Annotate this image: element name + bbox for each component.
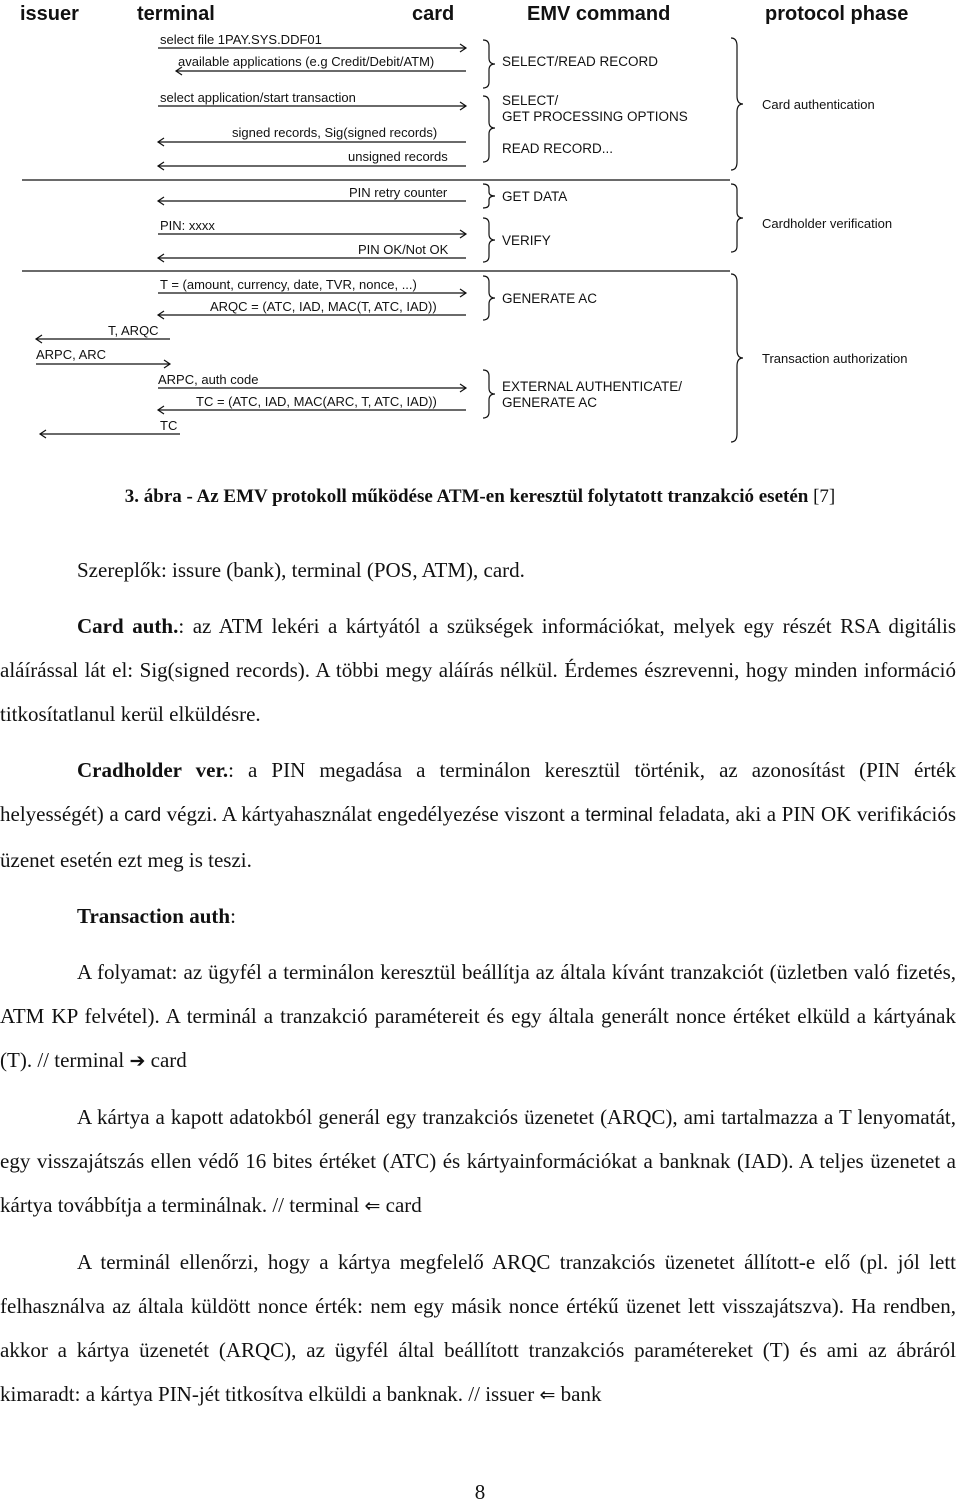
document-body	[0, 548, 956, 1417]
emv-protocol-diagram	[0, 0, 960, 460]
cmd-verify: VERIFY	[502, 233, 551, 248]
paragraph-card-auth	[0, 604, 956, 736]
msg-tc: TC	[160, 418, 178, 433]
cmd-select-read-record: SELECT/READ RECORD	[502, 54, 659, 69]
header-issuer: issuer	[20, 3, 79, 25]
cmd-select: SELECT/	[502, 93, 559, 108]
caption-ref: [7]	[813, 486, 836, 507]
actors-text: Szereplők: issure (bank), terminal (POS, ATM), card.	[77, 558, 525, 582]
paragraph-arqc	[0, 1095, 956, 1228]
msg-select-application: select application/start transaction	[160, 90, 356, 105]
msg-pin: PIN: xxxx	[160, 218, 215, 233]
phase-transaction-authorization: Transaction authorization	[762, 351, 908, 366]
header-terminal: terminal	[137, 3, 215, 25]
msg-select-file: select file 1PAY.SYS.DDF01	[160, 32, 322, 47]
cmd-external-authenticate: EXTERNAL AUTHENTICATE/	[502, 379, 683, 394]
terminal-check-end: bank	[560, 1382, 602, 1406]
msg-pin-retry: PIN retry counter	[349, 185, 448, 200]
arrow-left-icon: ⇐	[539, 1384, 556, 1406]
transaction-auth-heading: Transaction auth	[77, 904, 231, 928]
msg-t-arqc: T, ARQC	[108, 323, 159, 338]
cardholder-text-c: feladata, aki a PIN OK verifikációs üzenet esetén ezt meg is teszi.	[0, 802, 956, 872]
caption-main: 3. ábra - Az EMV protokoll működése ATM-en keresztül folytatott tranzakció esetén	[124, 486, 809, 507]
msg-signed-records: signed records, Sig(signed records)	[232, 125, 438, 140]
cmd-read-record: READ RECORD...	[502, 141, 614, 156]
arqc-text: A kártya a kapott adatokból generál egy tranzakciós üzenetet (ARQC), ami tartalmazza a T lenyomatát, egy visszajátszás ellen védő 16 bites értéket (ATC) és kártyainformációkat a banknak (IAD). A teljes üzenetet a kártya továbbítja a terminálnak. // terminal	[0, 1105, 956, 1217]
paragraph-actors	[0, 548, 956, 592]
figure-caption	[0, 486, 960, 508]
header-card: card	[412, 3, 455, 25]
cmd-generate-ac-2: GENERATE AC	[502, 395, 598, 410]
cardholder-card-term: card	[124, 805, 162, 826]
msg-pin-ok: PIN OK/Not OK	[358, 242, 449, 257]
cmd-get-processing-options: GET PROCESSING OPTIONS	[502, 109, 688, 124]
phase-cardholder-verification: Cardholder verification	[762, 216, 893, 231]
msg-tc-formula: TC = (ATC, IAD, MAC(ARC, T, ATC, IAD))	[196, 394, 437, 409]
cardholder-ver-heading: Cradholder ver.	[77, 758, 229, 782]
msg-t-params: T = (amount, currency, date, TVR, nonce, ...)	[160, 277, 417, 292]
msg-unsigned-records: unsigned records	[348, 149, 448, 164]
cardholder-text-a: : a PIN megadása a terminálon keresztül történik, az azonosítást (PIN érték helyességét) a	[0, 758, 956, 826]
header-emv-command: EMV command	[527, 3, 671, 25]
card-auth-heading: Card auth.	[77, 614, 179, 638]
msg-arqc: ARQC = (ATC, IAD, MAC(T, ATC, IAD))	[210, 299, 437, 314]
phase-card-authentication: Card authentication	[762, 97, 875, 112]
paragraph-terminal-check	[0, 1240, 956, 1417]
cardholder-text-b: végzi. A kártyahasználat engedélyezése viszont a	[161, 802, 586, 826]
msg-arpc-auth: ARPC, auth code	[158, 372, 259, 387]
page-number: 8	[474, 1480, 486, 1504]
card-auth-text: : az ATM lekéri a kártyától a szükségek információkat, melyek egy részét RSA digitális aláírással lát el: Sig(signed records). A többi megy aláírás nélkül. Érdemes észrevenni, hogy minden információ titkosítatlanul kerül elküldésre.	[0, 614, 956, 726]
terminal-check-text: A terminál ellenőrzi, hogy a kártya megfelelő ARQC tranzakciós üzenetet állított-e elő (pl. jól lett felhasználva az általa küldött nonce érték: nem egy másik nonce értékű üzenet lett visszajátszva). Ha rendben, akkor a kártya üzenetét (ARQC), az ügyfél által beállított tranzakciós paramétereket (T) és ami az ábráról kimaradt: a kártya PIN-jét titkosítva elküldi a banknak. // issuer	[0, 1250, 956, 1406]
paragraph-process	[0, 950, 956, 1083]
paragraph-transaction-auth-heading	[0, 894, 956, 938]
msg-available-apps: available applications (e.g Credit/Debit/ATM)	[178, 54, 435, 69]
process-text: A folyamat: az ügyfél a terminálon keresztül beállítja az általa kívánt tranzakciót (üzletben való fizetés, ATM KP felvétel). A terminál a tranzakció paramétereit és egy általa generált nonce értéket elküld a kártyának (T). // terminal	[0, 960, 956, 1072]
transaction-auth-colon: :	[230, 904, 236, 928]
header-protocol-phase: protocol phase	[765, 3, 909, 25]
cmd-generate-ac: GENERATE AC	[502, 291, 598, 306]
paragraph-cardholder-ver	[0, 748, 956, 882]
arrow-right-icon: ➔	[129, 1050, 146, 1072]
arrow-left-icon: ⇐	[364, 1195, 381, 1217]
msg-arpc-arc: ARPC, ARC	[36, 347, 107, 362]
process-end: card	[150, 1048, 187, 1072]
cmd-get-data: GET DATA	[502, 189, 568, 204]
arqc-end: card	[385, 1193, 422, 1217]
cardholder-terminal-term: terminal	[585, 805, 653, 826]
